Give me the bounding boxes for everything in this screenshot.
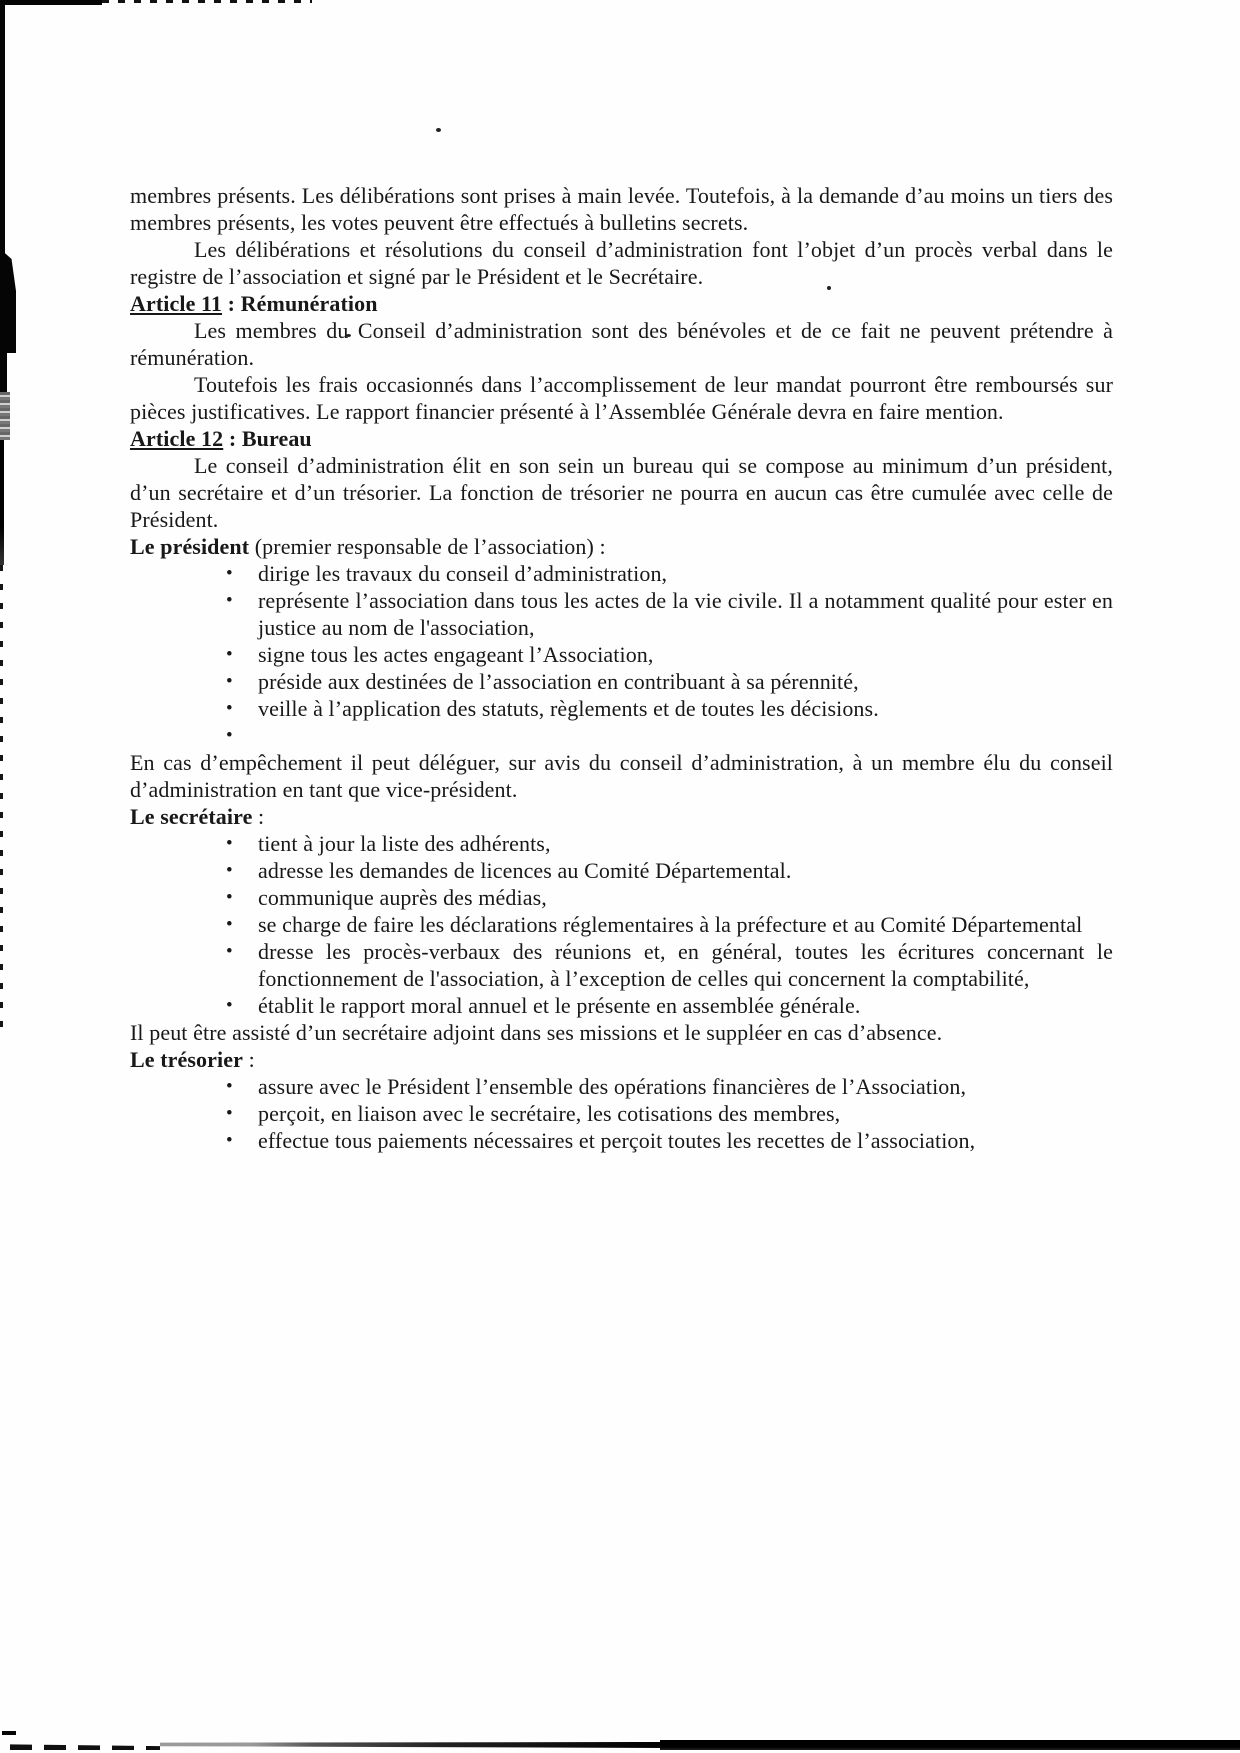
scan-artifact-left-fade bbox=[0, 440, 4, 565]
president-label: Le président bbox=[130, 534, 250, 559]
scan-artifact-left-texture bbox=[0, 392, 10, 440]
list-item: • adresse les demandes de licences au Comité Départemental. bbox=[226, 858, 792, 883]
list-item: • tient à jour la liste des adhérents, bbox=[226, 831, 551, 856]
bullet-icon: • bbox=[226, 1130, 233, 1151]
president-suffix: (premier responsable de l’association) : bbox=[249, 534, 606, 559]
bullet-icon: • bbox=[226, 671, 233, 692]
article-12-title: Bureau bbox=[241, 426, 312, 451]
list-item: • signe tous les actes engageant l’Association, bbox=[226, 642, 654, 667]
article-12-heading bbox=[130, 425, 1113, 452]
article-11-title: Rémunération bbox=[240, 291, 378, 316]
president-duties-list bbox=[130, 560, 1113, 749]
list-item-empty bbox=[226, 722, 1113, 749]
scan-artifact-bottom-gradient-line bbox=[160, 1742, 670, 1748]
bullet-icon: • bbox=[226, 1103, 233, 1124]
scan-artifact-top-edge-dashes bbox=[102, 0, 312, 3]
bullet-icon: • bbox=[226, 833, 233, 854]
list-item: • établit le rapport moral annuel et le présente en assemblée générale. bbox=[226, 993, 861, 1018]
paragraph-bureau-composition: Le conseil d’administration élit en son sein un bureau qui se compose au minimum d’un président, d’un secrétaire et d’un trésorier. La fonction de trésorier ne pourra en aucun cas être cumulée avec celle de Président. bbox=[130, 453, 1113, 532]
document-body bbox=[130, 182, 1113, 1154]
tresorier-suffix: : bbox=[242, 1047, 255, 1072]
president-heading bbox=[130, 533, 1113, 560]
bullet-icon: • bbox=[226, 590, 233, 611]
paragraph-deliberations-intro: membres présents. Les délibérations sont prises à main levée. Toutefois, à la demande d’au moins un tiers des membres présents, les votes peuvent être effectués à bulletins secrets. bbox=[130, 183, 1113, 235]
list-item: • dirige les travaux du conseil d’administration, bbox=[226, 561, 668, 586]
secretaire-label: Le secrétaire bbox=[130, 804, 253, 829]
scan-artifact-bottom-tick bbox=[2, 1731, 16, 1735]
list-item: • perçoit, en liaison avec le secrétaire, les cotisations des membres, bbox=[226, 1101, 841, 1126]
article-11-number: Article 11 bbox=[130, 291, 223, 316]
bullet-icon: • bbox=[226, 887, 233, 908]
bullet-icon: • bbox=[226, 995, 233, 1016]
scan-artifact-left-edge-lower bbox=[0, 350, 7, 392]
tresorier-heading bbox=[130, 1046, 1113, 1073]
scan-speck bbox=[436, 128, 441, 132]
article-12-number: Article 12 bbox=[130, 426, 224, 451]
list-item: • préside aux destinées de l’association en contribuant à sa pérennité, bbox=[226, 669, 859, 694]
bullet-icon: • bbox=[226, 563, 233, 584]
list-item: • effectue tous paiements nécessaires et perçoit toutes les recettes de l’association, bbox=[226, 1128, 976, 1153]
scan-artifact-top-edge bbox=[0, 0, 102, 5]
bullet-icon: • bbox=[226, 698, 233, 719]
paragraph-empechement: En cas d’empêchement il peut déléguer, sur avis du conseil d’administration, à un membre élu du conseil d’administration en tant que vice-président. bbox=[130, 750, 1113, 802]
tresorier-label: Le trésorier bbox=[130, 1047, 243, 1072]
scan-artifact-left-wedge bbox=[0, 253, 16, 353]
list-item: • dresse les procès-verbaux des réunions et, en général, toutes les écritures concernant le fonctionnement de l'association, à l’exception de celles qui concernent la comptabilité, bbox=[226, 939, 1113, 991]
scan-artifact-bottom-dashes bbox=[10, 1743, 160, 1750]
scan-artifact-bottom-band bbox=[660, 1740, 1240, 1750]
paragraph-benevoles: Les membres du Conseil d’administration sont des bénévoles et de ce fait ne peuvent prétendre à rémunération. bbox=[130, 318, 1113, 370]
bullet-icon: • bbox=[226, 644, 233, 665]
paragraph-proces-verbal: Les délibérations et résolutions du conseil d’administration font l’objet d’un procès verbal dans le registre de l’association et signé par le Président et le Secrétaire. bbox=[130, 237, 1113, 289]
tresorier-duties-list bbox=[130, 1073, 1113, 1154]
paragraph-secretaire-adjoint: Il peut être assisté d’un secrétaire adjoint dans ses missions et le suppléer en cas d’absence. bbox=[130, 1020, 943, 1045]
bullet-icon: • bbox=[226, 725, 233, 746]
list-item: • veille à l’application des statuts, règlements et de toutes les décisions. bbox=[226, 696, 879, 721]
article-11-heading bbox=[130, 290, 1113, 317]
bullet-icon: • bbox=[226, 860, 233, 881]
secretaire-heading bbox=[130, 803, 1113, 830]
list-item: • représente l’association dans tous les actes de la vie civile. Il a notamment qualité pour ester en justice au nom de l'association, bbox=[226, 588, 1113, 640]
article-12-separator: : bbox=[223, 426, 242, 451]
scan-artifact-left-edge bbox=[0, 0, 5, 256]
list-item: • se charge de faire les déclarations réglementaires à la préfecture et au Comité Départemental bbox=[226, 912, 1083, 937]
paragraph-frais: Toutefois les frais occasionnés dans l’accomplissement de leur mandat pourront être remboursés sur pièces justificatives. Le rapport financier présenté à l’Assemblée Générale devra en faire mention. bbox=[130, 372, 1113, 424]
article-11-separator: : bbox=[222, 291, 241, 316]
list-item: • communique auprès des médias, bbox=[226, 885, 547, 910]
bullet-icon: • bbox=[226, 914, 233, 935]
secretaire-duties-list bbox=[130, 830, 1113, 1019]
scan-artifact-left-dashes bbox=[0, 565, 3, 1035]
bullet-icon: • bbox=[226, 941, 233, 962]
secretaire-suffix: : bbox=[252, 804, 265, 829]
bullet-icon: • bbox=[226, 1076, 233, 1097]
list-item: • assure avec le Président l’ensemble des opérations financières de l’Association, bbox=[226, 1074, 967, 1099]
